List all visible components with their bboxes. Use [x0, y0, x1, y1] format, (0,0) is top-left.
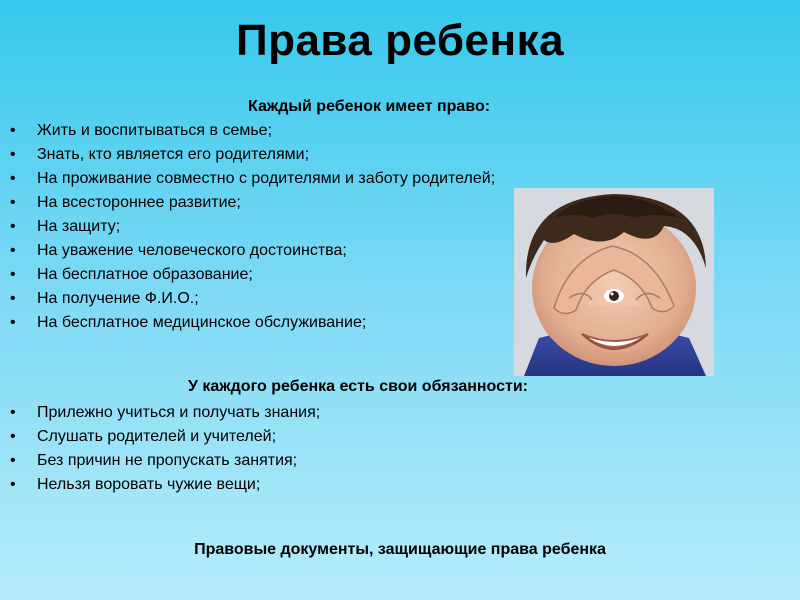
list-item: • На получение Ф.И.О.;	[0, 287, 495, 311]
list-item: • Слушать родителей и учителей;	[0, 425, 320, 449]
rights-heading: Каждый ребенок имеет право:	[248, 98, 491, 115]
list-item: • На бесплатное образование;	[0, 263, 495, 287]
list-item: • Без причин не пропускать занятия;	[0, 449, 320, 473]
footer-text: Правовые документы, защищающие права ребенка	[194, 541, 606, 558]
duties-heading: У каждого ребенка есть свои обязанности:	[188, 378, 528, 395]
list-item: • Жить и воспитываться в семье;	[0, 119, 495, 143]
rights-list	[0, 119, 495, 335]
list-item: • На защиту;	[0, 215, 495, 239]
list-item: • На уважение человеческого достоинства;	[0, 239, 495, 263]
slide-title: Права ребенка	[235, 16, 565, 65]
list-item: • На проживание совместно с родителями и заботу родителей;	[0, 167, 495, 191]
list-item: • Знать, кто является его родителями;	[0, 143, 495, 167]
list-item: • Прилежно учиться и получать знания;	[0, 401, 320, 425]
duties-list	[0, 401, 320, 497]
child-photo	[514, 188, 714, 376]
list-item: • Нельзя воровать чужие вещи;	[0, 473, 320, 497]
list-item: • На бесплатное медицинское обслуживание;	[0, 311, 495, 335]
child-face-illustration	[514, 188, 714, 376]
list-item: • На всестороннее развитие;	[0, 191, 495, 215]
